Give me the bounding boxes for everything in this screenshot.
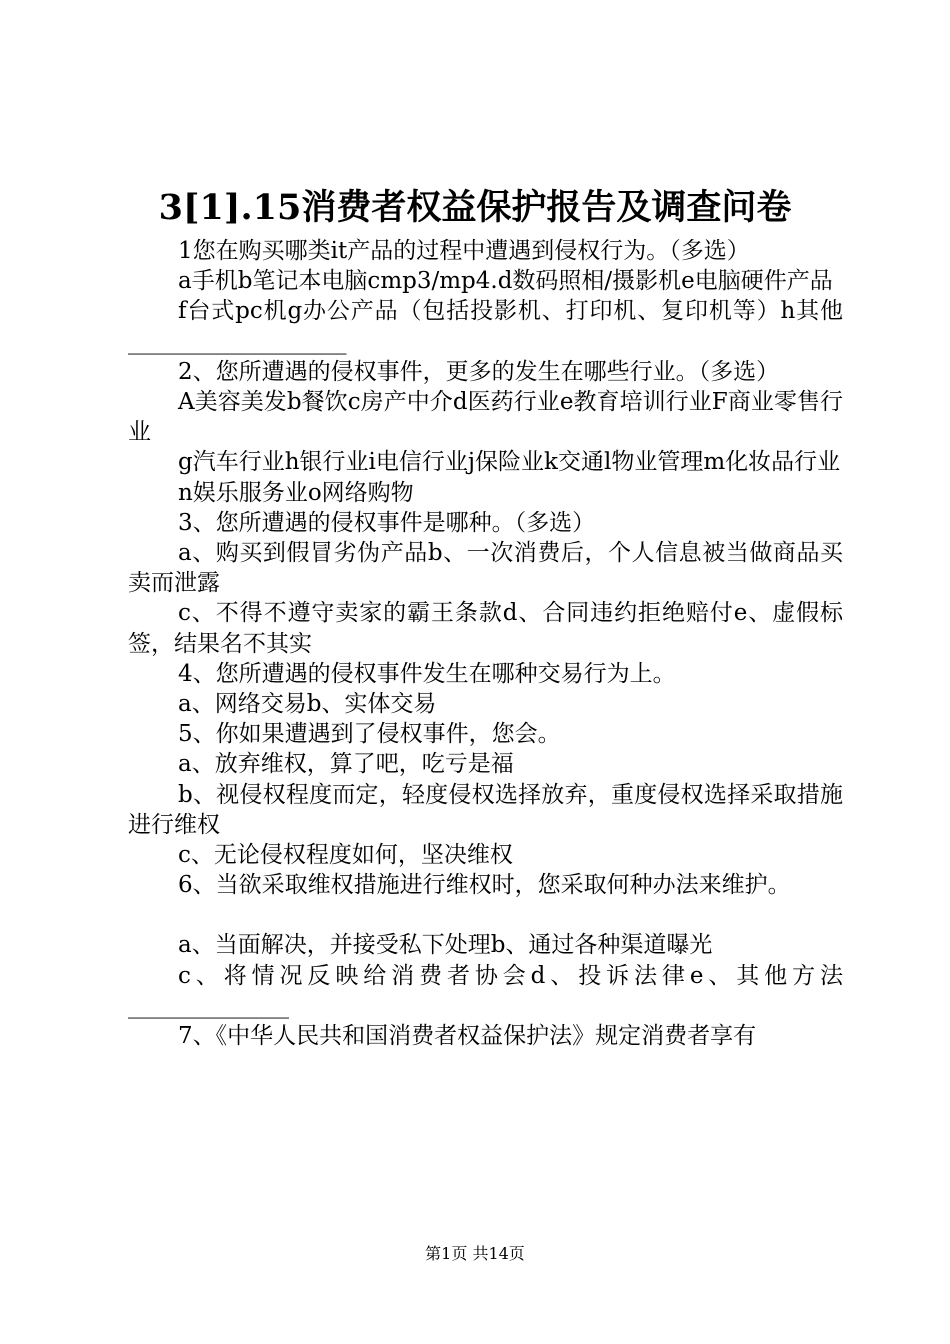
paragraph-q3-options-2: c、不得不遵守卖家的霸王条款d、合同违约拒绝赔付e、虚假标签，结果名不其实 [128, 600, 843, 657]
paragraph-q2-options-2: g汽车行业h银行业i电信行业j保险业k交通l物业管理m化妆品行业 [178, 449, 841, 476]
paragraph-q6-options-1: a、当面解决，并接受私下处理b、通过各种渠道曝光 [178, 932, 713, 959]
page-footer: 第1页 共14页 [425, 1244, 525, 1263]
paragraph-q3: 3、您所遭遇的侵权事件是哪种。（多选） [178, 509, 596, 536]
paragraph-q2: 2、您所遭遇的侵权事件，更多的发生在哪些行业。（多选） [178, 358, 780, 385]
paragraph-q2-options-3: n娱乐服务业o网络购物 [178, 479, 414, 506]
paragraph-q1-options-1: a手机b笔记本电脑cmp3/mp4.d数码照相/摄影机e电脑硬件产品 [178, 268, 833, 295]
paragraph-q6-options-2: c、将情况反映给消费者协会d、投诉法律e、其他方法______________ [128, 962, 843, 1019]
paragraph-q5-option-a: a、放弃维权，算了吧，吃亏是福 [178, 751, 514, 778]
blank-line [128, 900, 843, 930]
paragraph-q2-options-1: A美容美发b餐饮c房产中介d医药行业e教育培训行业F商业零售行业 [128, 389, 843, 446]
document-body [128, 236, 843, 1051]
paragraph-q5: 5、你如果遭遇到了侵权事件，您会。 [178, 721, 561, 748]
paragraph-q1: 1您在购买哪类it产品的过程中遭遇到侵权行为。（多选） [178, 238, 750, 264]
paragraph-q3-options-1: a、购买到假冒劣伪产品b、一次消费后，个人信息被当做商品买卖而泄露 [128, 540, 843, 597]
paragraph-q6: 6、当欲采取维权措施进行维权时，您采取何种办法来维护。 [178, 872, 791, 899]
paragraph-q1-options-2: f台式pc机g办公产品（包括投影机、打印机、复印机等）h其他___________________ [128, 298, 843, 355]
paragraph-q4-options: a、网络交易b、实体交易 [178, 691, 437, 718]
paragraph-q5-option-c: c、无论侵权程度如何，坚决维权 [178, 842, 513, 869]
document-title: 3[1].15消费者权益保护报告及调查问卷 [158, 187, 792, 228]
paragraph-q7: 7、《中华人民共和国消费者权益保护法》规定消费者享有 [178, 1023, 757, 1050]
paragraph-q4: 4、您所遭遇的侵权事件发生在哪种交易行为上。 [178, 660, 676, 687]
paragraph-q5-option-b: b、视侵权程度而定，轻度侵权选择放弃，重度侵权选择采取措施进行维权 [128, 781, 843, 838]
